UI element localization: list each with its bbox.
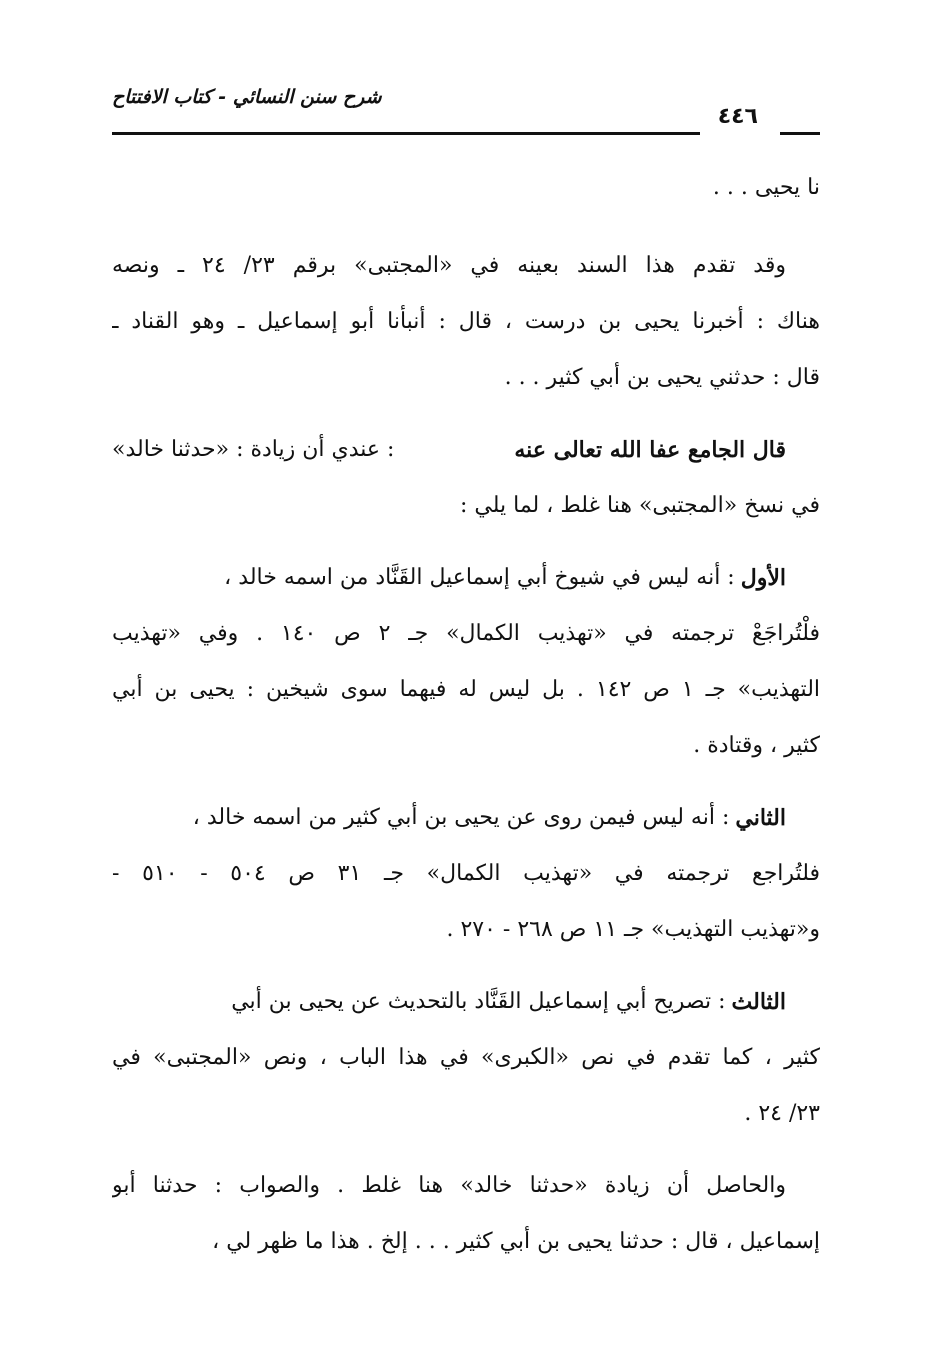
paragraph-first-reason: [112, 550, 820, 774]
text-line: كثير ، وقتادة .: [693, 733, 820, 758]
text-line: نا يحيى . . .: [712, 175, 820, 200]
text-line: فلتُراجع ترجمته في «تهذيب الكمال» جـ ٣١ ص ٥٠٤ - ٥١٠ -: [112, 861, 820, 886]
text-line: التهذيب» جـ ١ ص ١٤٢ . بل ليس له فيهما سوى شيخين : يحيى بن أبي: [112, 677, 820, 702]
bold-lead: الأول: [740, 565, 786, 591]
text-segment: : أنه ليس فيمن روى عن يحيى بن أبي كثير من اسمه خالد ،: [192, 805, 730, 830]
text-line: [112, 550, 820, 606]
page-header: [112, 82, 820, 142]
text-line: وقد تقدم هذا السند بعينه في «المجتبى» برقم ٢٣/ ٢٤ ـ ونصه: [112, 253, 786, 278]
text-line: هناك : أخبرنا يحيى بن درست ، قال : أنبأنا أبو إسماعيل ـ وهو القناد ـ: [112, 309, 820, 334]
header-rule: [112, 132, 700, 135]
paragraph-isnad-note: [112, 238, 820, 406]
paragraph-third-reason: [112, 974, 820, 1142]
text-line: [112, 974, 820, 1030]
text-line: قال : حدثني يحيى بن أبي كثير . . .: [504, 365, 820, 390]
text-line: [112, 422, 820, 478]
text-line: و«تهذيب التهذيب» جـ ١١ ص ٢٦٨ - ٢٧٠ .: [446, 917, 820, 942]
text-line: كثير ، كما تقدم في نص «الكبرى» في هذا الباب ، ونص «المجتبى» في: [112, 1045, 820, 1070]
bold-lead: الثالث: [731, 989, 786, 1015]
bold-lead: الثاني: [735, 805, 786, 831]
bold-lead: قال الجامع عفا الله تعالى عنه: [514, 437, 786, 463]
text-segment: : عندي أن زيادة : «حدثنا خالد»: [112, 437, 395, 462]
paragraph-conclusion: [112, 1158, 820, 1270]
page-number: ٤٤٦: [717, 104, 758, 129]
paragraph-second-reason: [112, 790, 820, 958]
text-segment: : تصريح أبي إسماعيل القَنَّاد بالتحديث عن يحيى بن أبي: [231, 989, 726, 1014]
text-line: إسماعيل ، قال : حدثنا يحيى بن أبي كثير . . . إلخ . هذا ما ظهر لي ،: [212, 1229, 820, 1254]
running-title: شرح سنن النسائي - كتاب الافتتاح: [112, 86, 382, 108]
page-body: [112, 160, 820, 1270]
text-line: فلْتُراجَعْ ترجمته في «تهذيب الكمال» جـ ٢ ص ١٤٠ . وفي «تهذيب: [112, 621, 820, 646]
text-line: والحاصل أن زيادة «حدثنا خالد» هنا غلط . والصواب : حدثنا أبو: [112, 1173, 786, 1198]
paragraph-compiler-note: [112, 422, 820, 534]
text-segment: : أنه ليس في شيوخ أبي إسماعيل القَنَّاد من اسمه خالد ،: [224, 565, 735, 590]
text-line: في نسخ «المجتبى» هنا غلط ، لما يلي :: [459, 493, 820, 518]
text-line: ٢٣/ ٢٤ .: [744, 1101, 820, 1126]
page-number-rule: [780, 132, 820, 135]
text-line: [112, 790, 820, 846]
paragraph-continuation: [112, 160, 820, 216]
